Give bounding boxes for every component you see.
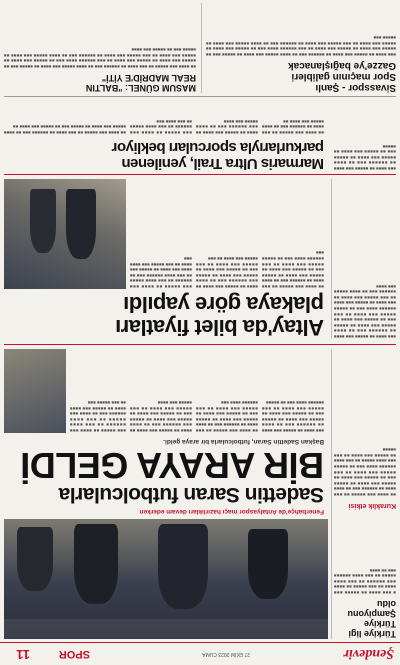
- main-title-line1: Sadettin Saran futbolcularla: [59, 483, 324, 506]
- column-divider: [201, 3, 202, 93]
- main-subtitle: Başkan Sadettin Saran, futbolcularla bir araya geldi.: [163, 438, 324, 445]
- photo-figure: [17, 527, 53, 591]
- bottom-left-title-line3: Gazze'ye bağışlanacak: [288, 60, 396, 71]
- bottom-right-title-line2: REAL MADRİD'E YİTİ": [101, 73, 196, 83]
- main-body-col-4: ■■■ ■■■■■ ■■ ■■■■ ■■■ ■■■■■■ ■■ ■■■ ■■■■ ■■■■■ ■■ ■■■ ■■■■ ■■■■■■ ■■■ ■■ ■■■■ ■■■ ■■■■ ■■ ■■■■■ ■■■ ■■■■ ■■ ■■■ ■■■■■ ■■■: [70, 400, 126, 433]
- masthead-logo: Şendevir: [343, 646, 394, 661]
- main-body-col-2: ■■ ■■■■ ■■■ ■■■■■ ■■ ■■■ ■■■■ ■■ ■■■■■■ ■■■ ■■ ■■■■ ■■■■■ ■■■ ■■■■ ■■ ■■■■■ ■■■ ■■ ■■■■■ ■■■ ■■■■ ■■ ■■■■■ ■■■ ■■■■ ■■ ■■■ ■■■■■■ ■■■■ ■■■: [196, 400, 258, 433]
- bottom-left-story: [206, 3, 396, 93]
- bottom-left-title-line2: Spor maçının galibleri: [291, 71, 396, 82]
- mid-body-col-2: ■■■■ ■■ ■■■■■ ■■■ ■■■■ ■■ ■■■ ■■■■■■ ■■■ ■■ ■■■■ ■■■■■ ■■■ ■■■■ ■■ ■■■■■ ■■■ ■■ ■■■■■ ■■■ ■■■■ ■■ ■■■■■ ■■■ ■■■■ ■■ ■■■ ■■■■■ ■■■ ■■■■ ■■ ■■■: [196, 256, 258, 289]
- column-divider: [331, 349, 332, 639]
- section-divider: [4, 174, 396, 175]
- photo-figure: [66, 189, 96, 259]
- lower-title-line2: parkurlarıyla sporcuları bekliyor: [112, 139, 324, 156]
- bottom-right-story: [4, 3, 196, 93]
- photo-light: [4, 619, 328, 639]
- section-divider: [4, 96, 396, 97]
- lower-body-col-2: ■■■■ ■■ ■■■■■ ■■■ ■■■■ ■■ ■■■ ■■■■■■ ■■■ ■■ ■■■■ ■■■■■ ■■■ ■■■■: [196, 118, 258, 135]
- mid-body-col-1: ■■ ■■■■ ■■■ ■■■■■ ■■ ■■■ ■■■■ ■■ ■■■■■■ ■■■ ■■ ■■■■ ■■■■■ ■■■ ■■■■ ■■ ■■■■■ ■■■ ■■ ■■■■■ ■■■ ■■■■ ■■ ■■■■■ ■■■ ■■■■ ■■ ■■■ ■■■■■■ ■■■■ ■■■ ■■ ■■■■■ ■■■: [262, 250, 324, 289]
- date-line: 27 EKİM 2023 CUMA: [202, 651, 250, 657]
- side-story-text-1: ■ ■■■ ■■■■ ■■ ■■■■■ ■■■ ■■■■ ■■ ■■■ ■■■■■ ■■ ■■■■ ■■■ ■■■■■■ ■■ ■■■ ■■■■ ■■■■■ ■■ ■■■ ■■■■ ■■■■■■ ■■■ ■■ ■■■■: [334, 567, 396, 595]
- page-number: 11: [16, 647, 30, 662]
- section-label: SPOR: [58, 648, 90, 660]
- mid-body-col-3: ■■■ ■■■■■ ■■ ■■■■ ■■■ ■■■■■■ ■■ ■■■ ■■■■ ■■■■■ ■■ ■■■ ■■■■ ■■■■■■ ■■■ ■■ ■■■■ ■■■ ■■■■ ■■ ■■■■■ ■■■ ■■■■ ■■ ■■■ ■■■■■ ■■■ ■■■■ ■■■: [130, 256, 192, 289]
- bottom-right-body: ■■ ■■■■ ■■■ ■■■■■ ■■ ■■■ ■■■■ ■■ ■■■■■■ ■■■ ■■ ■■■■ ■■■■■ ■■■ ■■■■ ■■ ■■■■■ ■■■ ■■ ■■■■■ ■■■ ■■■■ ■■ ■■■■■ ■■■ ■■■■ ■■ ■■■ ■■■■■■ ■■■■ ■■■ ■■ ■■■■■ ■■■ ■■■■ ■■ ■■■■■ ■■■ ■■■■ ■■ ■■■ ■■■■■ ■■■ ■■■■ ■■ ■■■■■■ ■■■ ■■ ■■■■ ■■■■■ ■■■ ■■■■ ■■ ■■■■■ ■■■ ■■ ■■■■■ ■■■ ■■■■: [4, 47, 196, 69]
- inset-photo: [4, 349, 66, 433]
- side-story-text-2: ■■ ■■■■ ■■■ ■■■■■ ■■ ■■■ ■■■■ ■■ ■■■■■■ ■■■ ■■ ■■■■ ■■■■■ ■■■ ■■■■ ■■ ■■■■■ ■■■ ■■ ■■■■■ ■■■ ■■■■ ■■ ■■■■■ ■■■ ■■■■ ■■ ■■■ ■■■■■■ ■■■■ ■■■ ■■ ■■■■■ ■■■ ■■■■ ■■■■■ ■■ ■■■ ■■■■ ■■ ■■■■■ ■■■ ■■■■ ■■ ■■■ ■■■■■: [334, 447, 396, 497]
- masthead: [0, 642, 400, 665]
- lower-left-col: ■■■ ■■■■ ■■ ■■■■■ ■■■ ■■■■ ■■ ■■■■■■ ■■■ ■■ ■■■■ ■■■■■ ■■■ ■■■■ ■■ ■■■■■ ■■■ ■■ ■■■■■ ■■■ ■■■■ ■■ ■■■■■: [334, 143, 396, 171]
- mid-left-col: ■■■ ■■■■ ■■ ■■■■■ ■■■ ■■■■ ■■ ■■■■■■ ■■■ ■■ ■■■■ ■■■■■ ■■■ ■■■■ ■■ ■■■■■ ■■■ ■■ ■■■■■ ■■■ ■■■■ ■■ ■■■■■ ■■■ ■■■■ ■■ ■■■ ■■■■■■ ■■■■ ■■■ ■■ ■■■■■ ■■■ ■■■■ ■■ ■■■■■ ■■■ ■■■■ ■■ ■■■ ■■■■■ ■■■ ■■■■ ■■ ■■■■■■ ■■■ ■■ ■■■■ ■■■■■ ■■■ ■■■■: [334, 283, 396, 339]
- lower-body-col-4: ■■ ■■■■ ■■■ ■■■■■ ■■ ■■■ ■■■■ ■■ ■■■■■■ ■■■ ■■ ■■■■ ■■■■■ ■■■ ■■■■ ■■ ■■■■■ ■■■ ■■ ■■■■■ ■■■ ■■■■ ■■: [4, 124, 126, 135]
- main-kicker: Fenerbahçe'de Antalyaspor maçı hazırlıkları devam ederken: [139, 508, 324, 515]
- mid-photo: [4, 179, 126, 289]
- column-divider: [331, 179, 332, 339]
- photo-figure: [74, 524, 118, 604]
- bottom-left-body: ■■■ ■■■■ ■■ ■■■■■ ■■■ ■■■■ ■■ ■■■■■■ ■■■ ■■ ■■■■ ■■■■■ ■■■ ■■■■ ■■ ■■■■■ ■■■ ■■ ■■■■■ ■■■ ■■■■ ■■ ■■■■■ ■■■ ■■■■ ■■ ■■■ ■■■■■■ ■■■■ ■■■ ■■ ■■■■■ ■■■ ■■■■ ■■ ■■■■■ ■■■ ■■■■ ■■ ■■■ ■■■■■ ■■■ ■■■■ ■■ ■■■■■■ ■■■ ■■ ■■■■ ■■■■■ ■■■ ■■■■ ■■ ■■■■■ ■■■: [206, 35, 396, 57]
- side-story-title: Türkiye ligi Türkiye Şampiyonu oldu: [347, 599, 396, 639]
- main-body-col-1: ■■■ ■■■■ ■■ ■■■■■ ■■■ ■■■■ ■■ ■■■■■■ ■■■ ■■ ■■■■ ■■■■■ ■■■ ■■■■ ■■ ■■■■■ ■■■ ■■ ■■■■■ ■■■ ■■■■ ■■ ■■■■■ ■■■ ■■■■ ■■ ■■■ ■■■■■■ ■■■■ ■■■ ■■ ■■■■■: [262, 400, 324, 433]
- side-story-highlight: Kuraklık etkisi: [348, 502, 396, 509]
- bottom-left-title-line1: Sivasspor - Şanlı: [315, 82, 396, 93]
- photo-figure: [248, 529, 288, 599]
- lower-body-col-3: ■■■ ■■■■■ ■■ ■■■■ ■■■ ■■■■■■ ■■ ■■■ ■■■■ ■■■■■ ■■ ■■■ ■■■■ ■■■: [130, 118, 192, 135]
- mid-title-line2: plakaya göre yapıldı: [123, 292, 324, 317]
- main-body-col-3: ■■■■ ■■ ■■■■■ ■■■ ■■■■ ■■ ■■■ ■■■■■■ ■■■ ■■ ■■■■ ■■■■■ ■■■ ■■■■ ■■ ■■■■■ ■■■ ■■ ■■■■■ ■■■ ■■■■ ■■ ■■■■■ ■■■ ■■■■ ■■ ■■■ ■■■■■ ■■■ ■■■■: [130, 400, 192, 433]
- main-title-line2: BİR ARAYA GELDİ: [20, 445, 324, 486]
- section-divider: [4, 344, 396, 345]
- photo-figure: [158, 524, 208, 609]
- lower-title-line1: Marmaris Ultra Trail, yenilenen: [121, 155, 324, 172]
- bottom-right-title-line1: MASUM GÜNEL: "BALTIN: [85, 83, 196, 93]
- main-photo: [4, 519, 328, 639]
- side-story: [334, 349, 396, 639]
- lower-body-col-1: ■■ ■■■■ ■■■ ■■■■■ ■■ ■■■ ■■■■ ■■ ■■■■■■ ■■■ ■■ ■■■■ ■■■■■ ■■■ ■■■■ ■■: [262, 118, 324, 135]
- photo-figure: [30, 189, 56, 253]
- mid-title-line1: Altay'da bilet fiyatları: [115, 315, 324, 340]
